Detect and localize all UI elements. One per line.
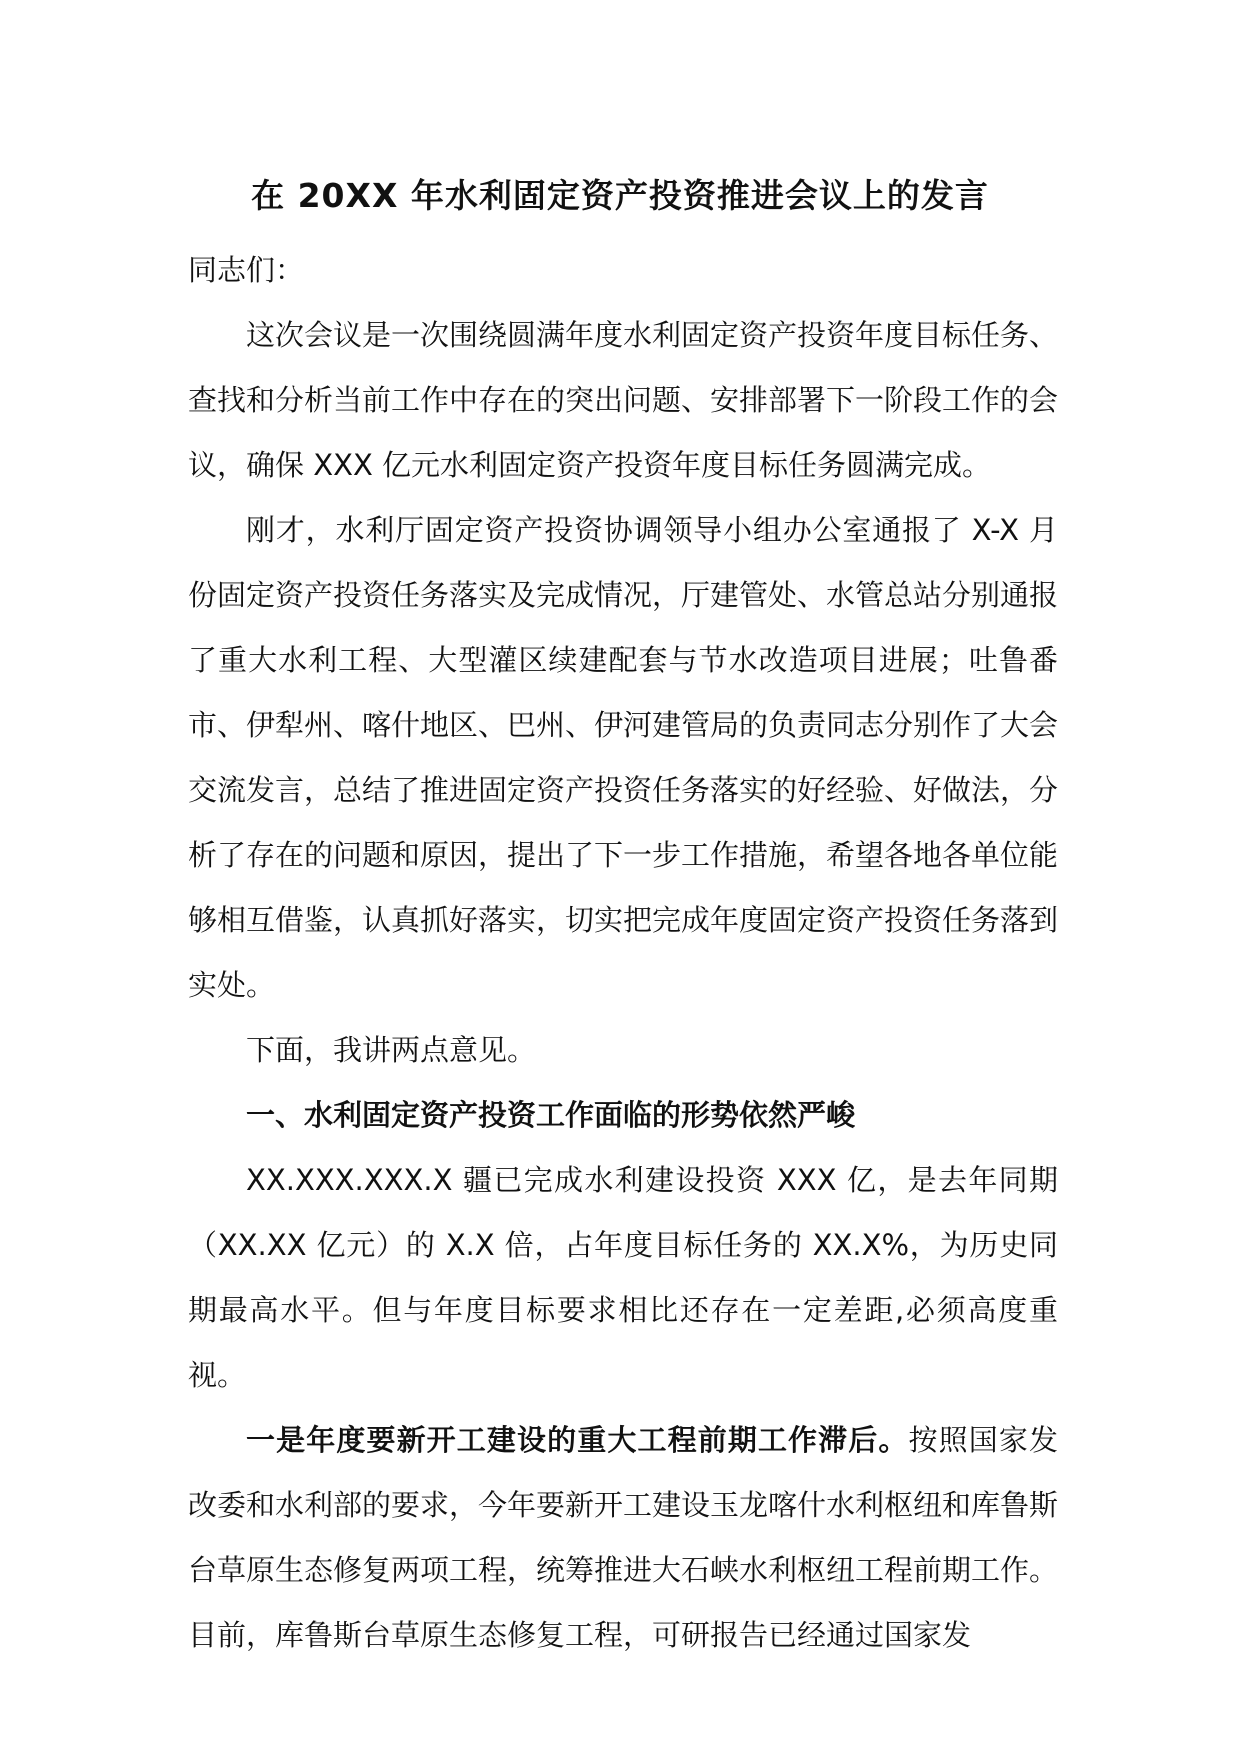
paragraph-reports-summary: 刚才，水利厅固定资产投资协调领导小组办公室通报了 X-X 月份固定资产投资任务落实及完成情况，厅建管处、水管总站分别通报了重大水利工程、大型灌区续建配套与节水改造项目进展；吐鲁番市、伊犁州、喀什地区、巴州、伊河建管局的负责同志分别作了大会交流发言，总结了推进固定资产投资任务落实的好经验、好做法，分析了存在的问题和原因，提出了下一步工作措施，希望各地各单位能够相互借鉴，认真抓好落实，切实把完成年度固定资产投资任务落到实处。 bbox=[188, 513, 1059, 1002]
point-one-lead: 一是年度要新开工建设的重大工程前期工作滞后。 bbox=[246, 1423, 909, 1457]
paragraph-point-one bbox=[188, 1408, 1058, 1668]
document-body bbox=[188, 238, 1058, 1668]
point-one-text: 按照国家发改委和水利部的要求，今年要新开工建设玉龙喀什水利枢纽和库鲁斯台草原生态修复两项工程，统筹推进大石峡水利枢纽工程前期工作。目前，库鲁斯台草原生态修复工程，可研报告已经通过国家发 bbox=[188, 1423, 1059, 1652]
salutation: 同志们： bbox=[188, 253, 305, 287]
document-title: 在 20XX 年水利固定资产投资推进会议上的发言 bbox=[251, 176, 989, 215]
paragraph-transition: 下面，我讲两点意见。 bbox=[246, 1033, 537, 1067]
paragraph-meeting-purpose: 这次会议是一次围绕圆满年度水利固定资产投资年度目标任务、查找和分析当前工作中存在的突出问题、安排部署下一阶段工作的会议，确保 XXX 亿元水利固定资产投资年度目标任务圆满完成。 bbox=[188, 318, 1059, 482]
section-heading-one: 一、水利固定资产投资工作面临的形势依然严峻 bbox=[246, 1098, 856, 1132]
paragraph-investment-status: XX.XXX.XXX.X 疆已完成水利建设投资 XXX 亿，是去年同期（XX.XX 亿元）的 X.X 倍，占年度目标任务的 XX.X%，为历史同期最高水平。但与年度目标要求相比还存在一定差距,必须高度重视。 bbox=[188, 1163, 1058, 1392]
